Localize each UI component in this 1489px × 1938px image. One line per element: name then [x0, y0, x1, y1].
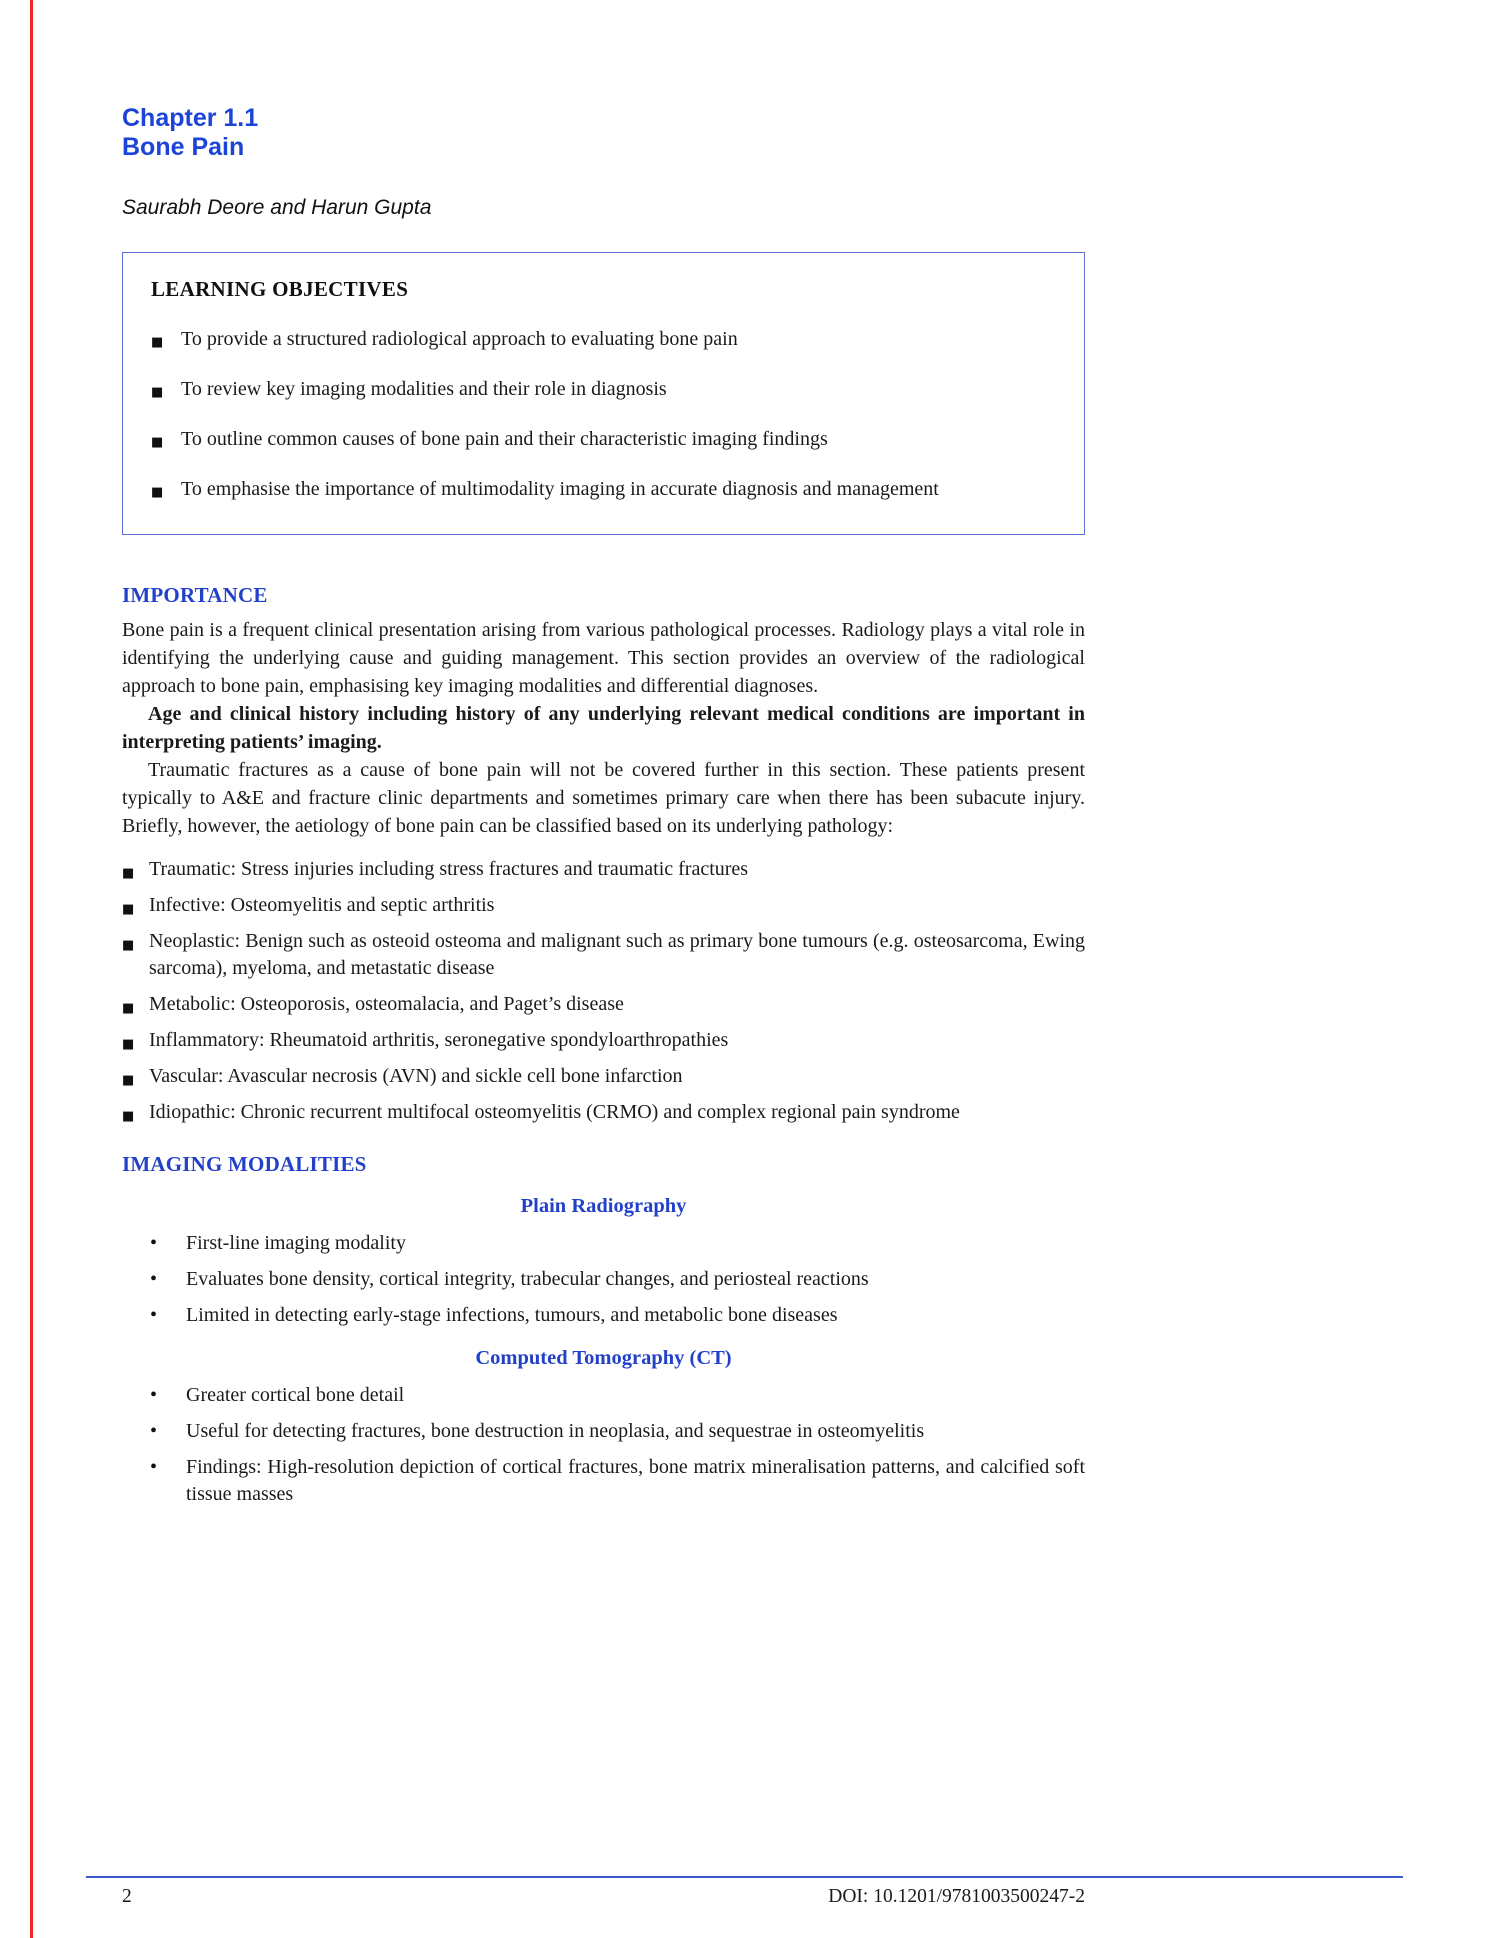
- square-bullet-icon: ■: [122, 1001, 135, 1016]
- list-item-text: To provide a structured radiological approach to evaluating bone pain: [181, 328, 738, 350]
- computed-tomography-list: [122, 1382, 1085, 1508]
- list-item-text: Traumatic: Stress injuries including stress fractures and traumatic fractures: [149, 858, 749, 880]
- computed-tomography-title: Computed Tomography (CT): [475, 1347, 732, 1369]
- learning-objectives-box: [122, 252, 1085, 535]
- square-bullet-icon: ■: [122, 1037, 135, 1052]
- list-item: [122, 1418, 1085, 1445]
- square-bullet-icon: ■: [122, 938, 135, 953]
- list-item: [122, 1382, 1085, 1409]
- list-item-text: Idiopathic: Chronic recurrent multifocal osteomyelitis (CRMO) and complex regional pain syndrome: [149, 1101, 960, 1123]
- importance-trauma-paragraph: Traumatic fractures as a cause of bone pain will not be covered further in this section. These patients present typically to A&E and fracture clinic departments and sometimes primary care when there has been subacute injury. Briefly, however, the aetiology of bone pain can be classified based on its underlying pathology:: [122, 759, 1085, 837]
- importance-key-point-paragraph: Age and clinical history including history of any underlying relevant medical conditions are important in interpreting patients’ imaging.: [122, 703, 1085, 753]
- list-item: [122, 991, 1085, 1018]
- round-bullet-icon: •: [150, 1420, 158, 1442]
- list-item-text: Inflammatory: Rheumatoid arthritis, seronegative spondyloarthropathies: [149, 1029, 729, 1051]
- plain-radiography-title: Plain Radiography: [520, 1195, 687, 1217]
- list-item: [151, 376, 1054, 402]
- list-item: [122, 928, 1085, 982]
- page-footer: [122, 1886, 1085, 1908]
- imaging-modalities-heading: IMAGING MODALITIES: [122, 1152, 367, 1176]
- list-item-text: Infective: Osteomyelitis and septic arthritis: [149, 894, 495, 916]
- list-item: [122, 1266, 1085, 1293]
- list-item: [122, 1027, 1085, 1054]
- round-bullet-icon: •: [150, 1304, 158, 1326]
- list-item: [122, 1230, 1085, 1257]
- importance-intro-paragraph: Bone pain is a frequent clinical presentation arising from various pathological processes. Radiology plays a vital role in identifying the underlying cause and guiding management. This section provides an overview of the radiological approach to bone pain, emphasising key imaging modalities and differential diagnoses.: [122, 619, 1085, 697]
- importance-section: [122, 583, 1085, 1126]
- square-bullet-icon: ■: [151, 335, 164, 350]
- imaging-modalities-section: [122, 1152, 1085, 1508]
- computed-tomography-subsection: [122, 1347, 1085, 1508]
- list-item: [122, 1302, 1085, 1329]
- left-margin-red-rule: [30, 0, 33, 1938]
- chapter-title: Bone Pain: [122, 133, 245, 161]
- learning-objectives-heading: LEARNING OBJECTIVES: [151, 277, 409, 301]
- square-bullet-icon: ■: [122, 902, 135, 917]
- authors: Saurabh Deore and Harun Gupta: [122, 196, 432, 219]
- text-column: [122, 0, 1085, 1508]
- page-number: 2: [122, 1886, 132, 1907]
- list-item: [122, 1063, 1085, 1090]
- square-bullet-icon: ■: [122, 1073, 135, 1088]
- list-item: [122, 892, 1085, 919]
- learning-objectives-list: [151, 326, 1054, 502]
- list-item-text: To outline common causes of bone pain and their characteristic imaging findings: [181, 428, 828, 450]
- plain-radiography-subsection: [122, 1195, 1085, 1329]
- square-bullet-icon: ■: [151, 385, 164, 400]
- round-bullet-icon: •: [150, 1456, 158, 1478]
- list-item-text: First-line imaging modality: [186, 1232, 406, 1254]
- doi: DOI: 10.1201/9781003500247-2: [828, 1886, 1085, 1907]
- round-bullet-icon: •: [150, 1384, 158, 1406]
- footer-rule: [86, 1876, 1403, 1878]
- list-item-text: Greater cortical bone detail: [186, 1384, 405, 1406]
- list-item-text: To review key imaging modalities and their role in diagnosis: [181, 378, 667, 400]
- plain-radiography-list: [122, 1230, 1085, 1329]
- list-item-text: Useful for detecting fractures, bone destruction in neoplasia, and sequestrae in osteomyelitis: [186, 1420, 925, 1442]
- bone-pain-causes-list: [122, 856, 1085, 1126]
- list-item: [151, 426, 1054, 452]
- square-bullet-icon: ■: [122, 866, 135, 881]
- list-item-text: Metabolic: Osteoporosis, osteomalacia, and Paget’s disease: [149, 993, 624, 1015]
- list-item-text: To emphasise the importance of multimodality imaging in accurate diagnosis and management: [181, 478, 939, 500]
- chapter-heading: [122, 104, 1085, 162]
- list-item-text: Vascular: Avascular necrosis (AVN) and sickle cell bone infarction: [149, 1065, 683, 1087]
- square-bullet-icon: ■: [151, 485, 164, 500]
- list-item: [122, 856, 1085, 883]
- list-item-text: Neoplastic: Benign such as osteoid osteoma and malignant such as primary bone tumours (e.g. osteosarcoma, Ewing sarcoma), myeloma, and metastatic disease: [149, 930, 1085, 979]
- list-item-text: Evaluates bone density, cortical integrity, trabecular changes, and periosteal reactions: [186, 1268, 869, 1290]
- list-item: [151, 326, 1054, 352]
- chapter-number: Chapter 1.1: [122, 104, 259, 132]
- list-item: [122, 1099, 1085, 1126]
- square-bullet-icon: ■: [151, 435, 164, 450]
- list-item-text: Findings: High-resolution depiction of cortical fractures, bone matrix mineralisation patterns, and calcified soft tissue masses: [186, 1456, 1085, 1505]
- importance-heading: IMPORTANCE: [122, 583, 268, 607]
- list-item: [151, 476, 1054, 502]
- round-bullet-icon: •: [150, 1232, 158, 1254]
- list-item-text: Limited in detecting early-stage infections, tumours, and metabolic bone diseases: [186, 1304, 838, 1326]
- round-bullet-icon: •: [150, 1268, 158, 1290]
- list-item: [122, 1454, 1085, 1508]
- square-bullet-icon: ■: [122, 1109, 135, 1124]
